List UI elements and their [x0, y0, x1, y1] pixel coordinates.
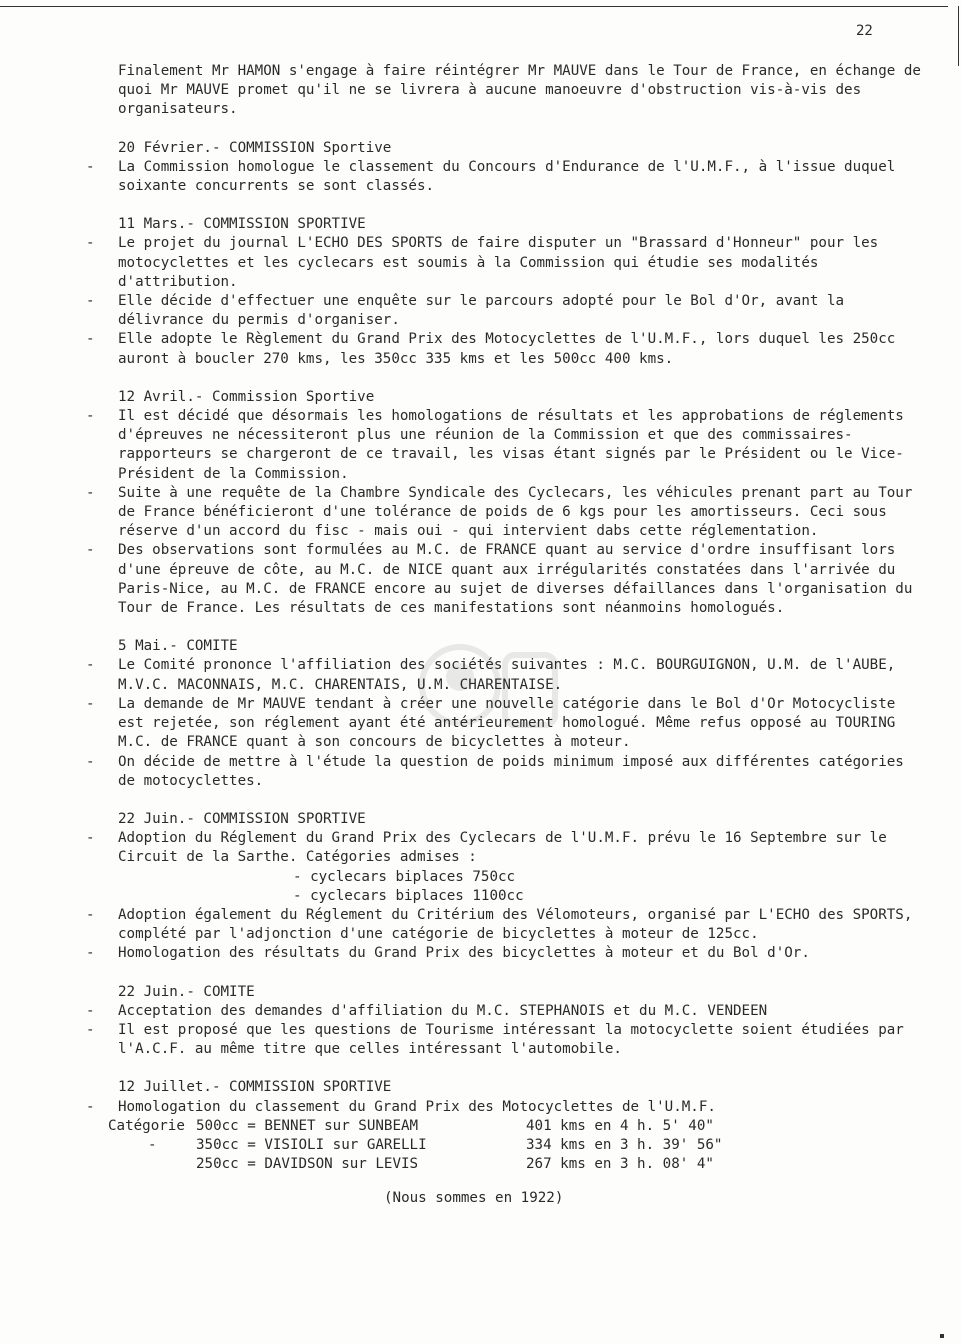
list-item: - Suite à une requête de la Chambre Syndicale des Cyclecars, les véhicules prenant part au Tour de France bénéficieront d'une tolérance de poids de 6 kgs pour les amortisseurs. Ceci sous réserve d'un accord du fisc - mais oui - qui intervient dabs cette réglementation.: [86, 484, 913, 540]
list-item: - On décide de mettre à l'étude la question de poids minimum imposé aux différentes catégories de motocyclettes.: [86, 753, 904, 789]
right-border-line: [958, 6, 959, 66]
list-item: - Acceptation des demandes d'affiliation du M.C. STEPHANOIS et du M.C. VENDEEN: [86, 1002, 926, 1021]
dash-bullet: -: [86, 1098, 95, 1115]
dash-bullet: -: [86, 1002, 95, 1019]
table-row: [108, 1136, 926, 1155]
list-item: - Le projet du journal L'ECHO DES SPORTS de faire disputer un "Brassard d'Honneur" pour les motocyclettes et les cyclecars est soumis à la Commission qui étudie ses modalités d'attribution.: [86, 235, 879, 290]
list-item: - Adoption également du Réglement du Critérium des Vélomoteurs, organisé par L'ECHO des SPORTS, complété par l'adjonction d'une catégorie de bicyclettes à moteur de 125cc.: [86, 906, 913, 943]
section-title: 12 Avril.- Commission Sportive: [118, 388, 375, 405]
row-label: [108, 1155, 196, 1174]
dash-bullet: -: [86, 293, 95, 310]
list-item: - Le Comité prononce l'affiliation des sociétés suivantes : M.C. BOURGUIGNON, U.M. de l'AUBE, M.V.C. MACONNAIS, M.C. CHARENTAIS, U.M. CHARENTAISE.: [86, 657, 896, 693]
list-item: - Elle adopte le Règlement du Grand Prix des Motocyclettes de l'U.M.F., lors duquel les 250cc auront à boucler 270 kms, les 350cc 335 kms et les 500cc 400 kms.: [86, 331, 896, 367]
list-item: - Il est proposé que les questions de Tourisme intéressant la motocyclette soient étudiées par l'A.C.F. au même titre que celles intéressant l'automobile.: [86, 1021, 904, 1058]
list-item: - Homologation des résultats du Grand Prix des bicyclettes à moteur et du Bol d'Or.: [86, 944, 926, 963]
dash-bullet: -: [86, 830, 95, 847]
dash-bullet: -: [86, 1021, 95, 1038]
section-title: 12 Juillet.- COMMISSION SPORTIVE: [118, 1079, 392, 1096]
category-rider: 350cc = VISIOLI sur GARELLI: [196, 1136, 427, 1153]
section-title: 20 Février.- COMMISSION Sportive: [118, 139, 392, 156]
section-title: 5 Mai.- COMITE: [118, 638, 238, 655]
dash-bullet: -: [86, 945, 95, 962]
row-label: Catégorie: [108, 1117, 185, 1134]
section-20-fevrier: [86, 139, 926, 197]
section-title: 22 Juin.- COMMISSION SPORTIVE: [118, 810, 366, 827]
section-11-mars: [86, 215, 926, 369]
section-22-juin-commission: [86, 810, 926, 964]
section-12-avril: [86, 388, 926, 618]
section-title: 22 Juin.- COMITE: [118, 983, 255, 1000]
list-item: - La demande de Mr MAUVE tendant à créer une nouvelle catégorie dans le Bol d'Or Motocycliste est rejetée, son réglement ayant été antérieurement homologué. Même refus opposé au TOURING M.C. de FRANCE quant à son concours de bicyclettes à moteur.: [86, 695, 896, 751]
section-12-juillet: [86, 1078, 926, 1207]
category-rider: 250cc = DAVIDSON sur LEVIS: [196, 1156, 419, 1173]
category-rider: 500cc = BENNET sur SUNBEAM: [196, 1117, 419, 1134]
dash-bullet: -: [86, 235, 95, 252]
document-body: [86, 62, 926, 1222]
section-22-juin-comite: [86, 983, 926, 1060]
top-border-line: [0, 6, 948, 7]
section-title: 11 Mars.- COMMISSION SPORTIVE: [118, 216, 366, 233]
dash-bullet: -: [86, 484, 95, 501]
list-item: - La Commission homologue le classement du Concours d'Endurance de l'U.M.F., à l'issue duquel soixante concurrents se sont classés.: [86, 158, 896, 195]
dash-bullet: -: [86, 542, 95, 559]
performance: 334 kms en 3 h. 39' 56": [526, 1136, 723, 1153]
dash-bullet: -: [86, 906, 95, 923]
row-label: -: [148, 1136, 157, 1153]
performance: 267 kms en 3 h. 08' 4": [526, 1156, 714, 1173]
list-item: - Des observations sont formulées au M.C. de FRANCE quant au service d'ordre insuffisant lors d'une épreuve de côte, au M.C. de NICE quant aux irrégularités constatées dans l'arrivée du Paris-Nice, au M.C. de FRANCE encore au sujet de diverses défaillances dans l'organisation du Tour de France. Les résultats de ces manifestations sont néanmoins homologués.: [86, 542, 913, 617]
performance: 401 kms en 4 h. 5' 40": [526, 1117, 714, 1134]
dash-bullet: -: [86, 695, 95, 712]
corner-mark: [940, 1334, 944, 1338]
list-item: - Elle décide d'effectuer une enquête sur le parcours adopté pour le Bol d'Or, avant la délivrance du permis d'organiser.: [86, 293, 845, 329]
list-item: - Homologation du classement du Grand Prix des Motocyclettes de l'U.M.F.: [86, 1098, 926, 1117]
dash-bullet: -: [86, 331, 95, 348]
intro-paragraph: Finalement Mr HAMON s'engage à faire réintégrer Mr MAUVE dans le Tour de France, en échange de quoi Mr MAUVE promet qu'il ne se livrera à aucune manoeuvre d'obstruction vis-à-vis des organisateurs.: [118, 63, 921, 118]
section-5-mai: [86, 637, 926, 791]
year-note: (Nous sommes en 1922): [384, 1189, 564, 1206]
table-row: [108, 1117, 926, 1136]
category-sublist-item: - cyclecars biplaces 1100cc: [293, 887, 524, 904]
list-item: - Il est décidé que désormais les homologations de résultats et les approbations de réglements d'épreuves ne nécessiteront plus une réunion de la Commission et que des commissaires-rapporteurs se chargeront de ce travail, les visas étant signés par le Président ou le Vice-Président de la Commission.: [86, 408, 904, 482]
dash-bullet: -: [86, 753, 95, 770]
dash-bullet: -: [86, 158, 95, 175]
results-table: [108, 1117, 926, 1175]
dash-bullet: -: [86, 408, 95, 425]
category-sublist-item: - cyclecars biplaces 750cc: [293, 868, 516, 885]
list-item: - Adoption du Réglement du Grand Prix des Cyclecars de l'U.M.F. prévu le 16 Septembre sur le Circuit de la Sarthe. Catégories admises :: [86, 830, 887, 866]
table-row: [108, 1155, 926, 1174]
page-number: 22: [856, 23, 873, 39]
dash-bullet: -: [86, 657, 95, 674]
